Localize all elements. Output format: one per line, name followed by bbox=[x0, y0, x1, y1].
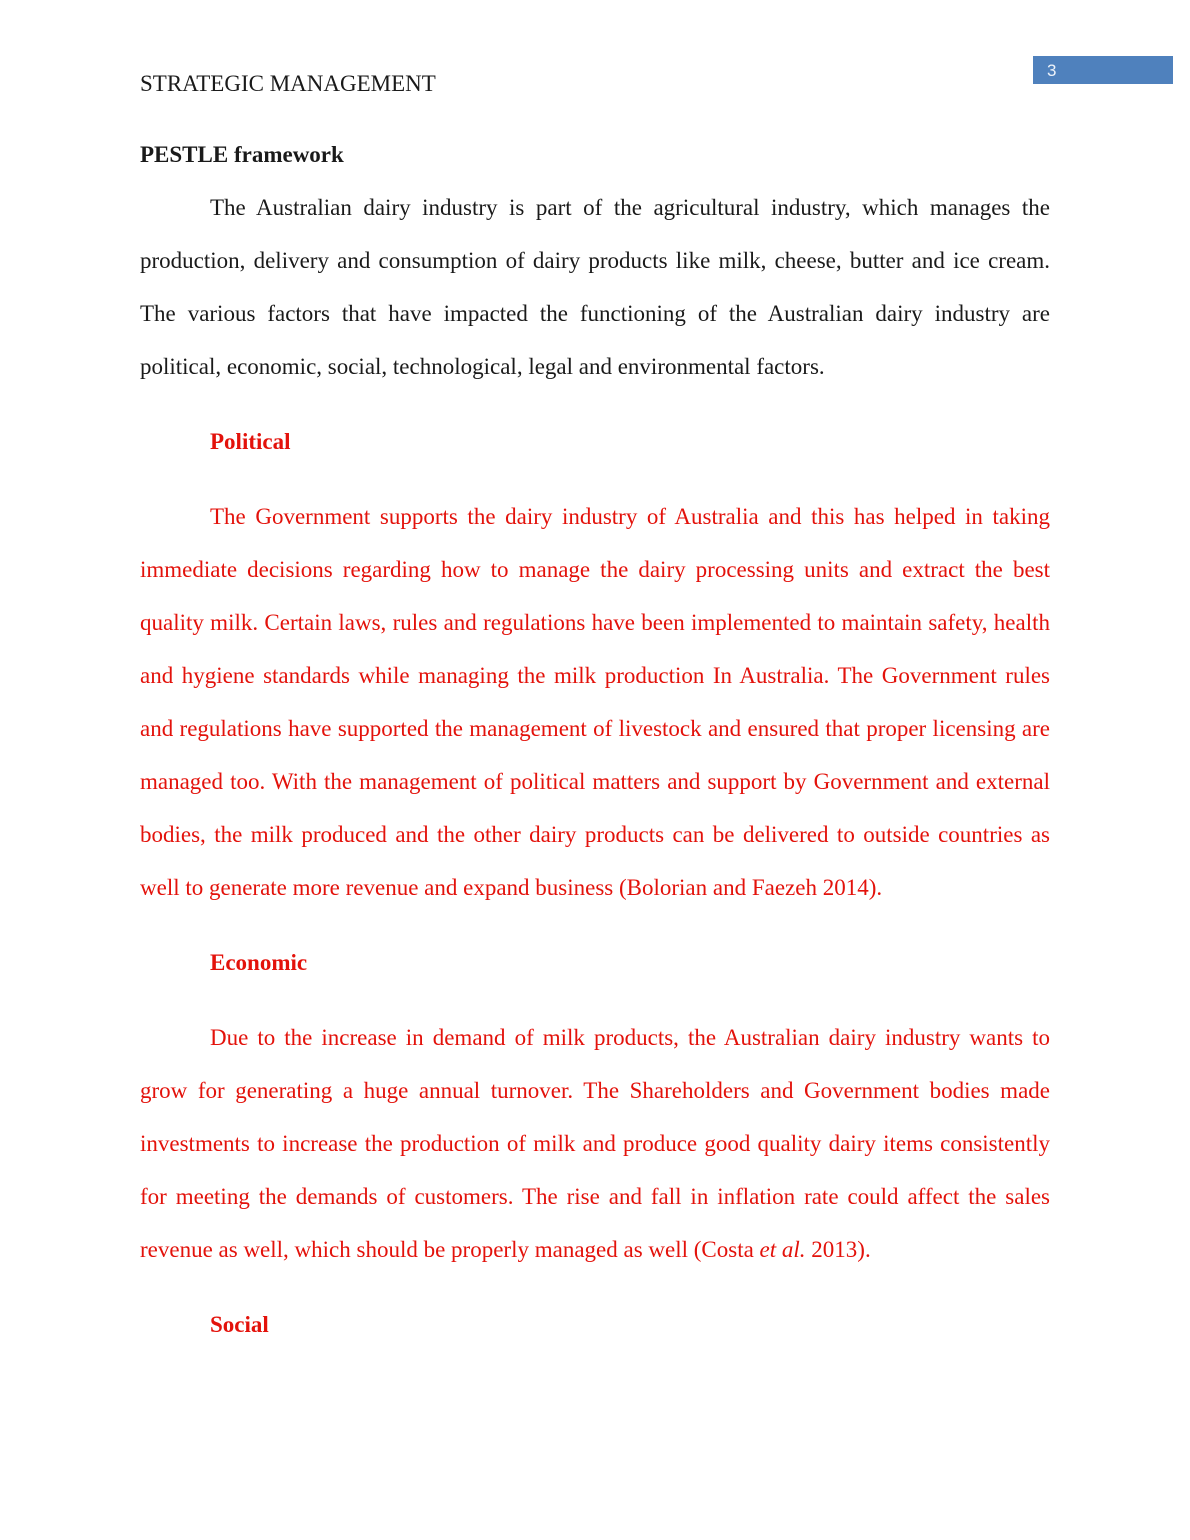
economic-paragraph bbox=[140, 1011, 1050, 1276]
intro-paragraph: The Australian dairy industry is part of the agricultural industry, which manages the production, delivery and consumption of dairy products like milk, cheese, butter and ice cream. The various factors that have impacted the functioning of the Australian dairy industry are political, economic, social, technological, legal and environmental factors. bbox=[140, 195, 1050, 379]
heading-social: Social bbox=[210, 1312, 269, 1337]
economic-paragraph-text: Due to the increase in demand of milk products, the Australian dairy industry wants to grow for generating a huge annual turnover. The Shareholders and Government bodies made investments to increase the production of milk and produce good quality dairy items consistently for meeting the demands of customers. The rise and fall in inflation rate could affect the sales revenue as well, which should be properly managed as well (Costa bbox=[140, 1025, 1050, 1262]
heading-economic: Economic bbox=[210, 950, 308, 975]
political-paragraph: The Government supports the dairy industry of Australia and this has helped in taking immediate decisions regarding how to manage the dairy processing units and extract the best quality milk. Certain laws, rules and regulations have been implemented to maintain safety, health and hygiene standards while managing the milk production In Australia. The Government rules and regulations have supported the management of livestock and ensured that proper licensing are managed too. With the management of political matters and support by Government and external bodies, the milk produced and the other dairy products can be delivered to outside countries as well to generate more revenue and expand business (Bolorian and Faezeh 2014). bbox=[140, 504, 1050, 900]
running-header: STRATEGIC MANAGEMENT bbox=[140, 71, 436, 96]
document-body bbox=[140, 0, 1050, 1351]
heading-political: Political bbox=[210, 429, 291, 454]
section-title-pestle-framework: PESTLE framework bbox=[140, 142, 344, 167]
page-number-badge bbox=[1033, 56, 1173, 84]
economic-paragraph-text-end: 2013). bbox=[805, 1237, 871, 1262]
citation-italic: et al. bbox=[759, 1237, 806, 1262]
page-number: 3 bbox=[1047, 60, 1057, 80]
